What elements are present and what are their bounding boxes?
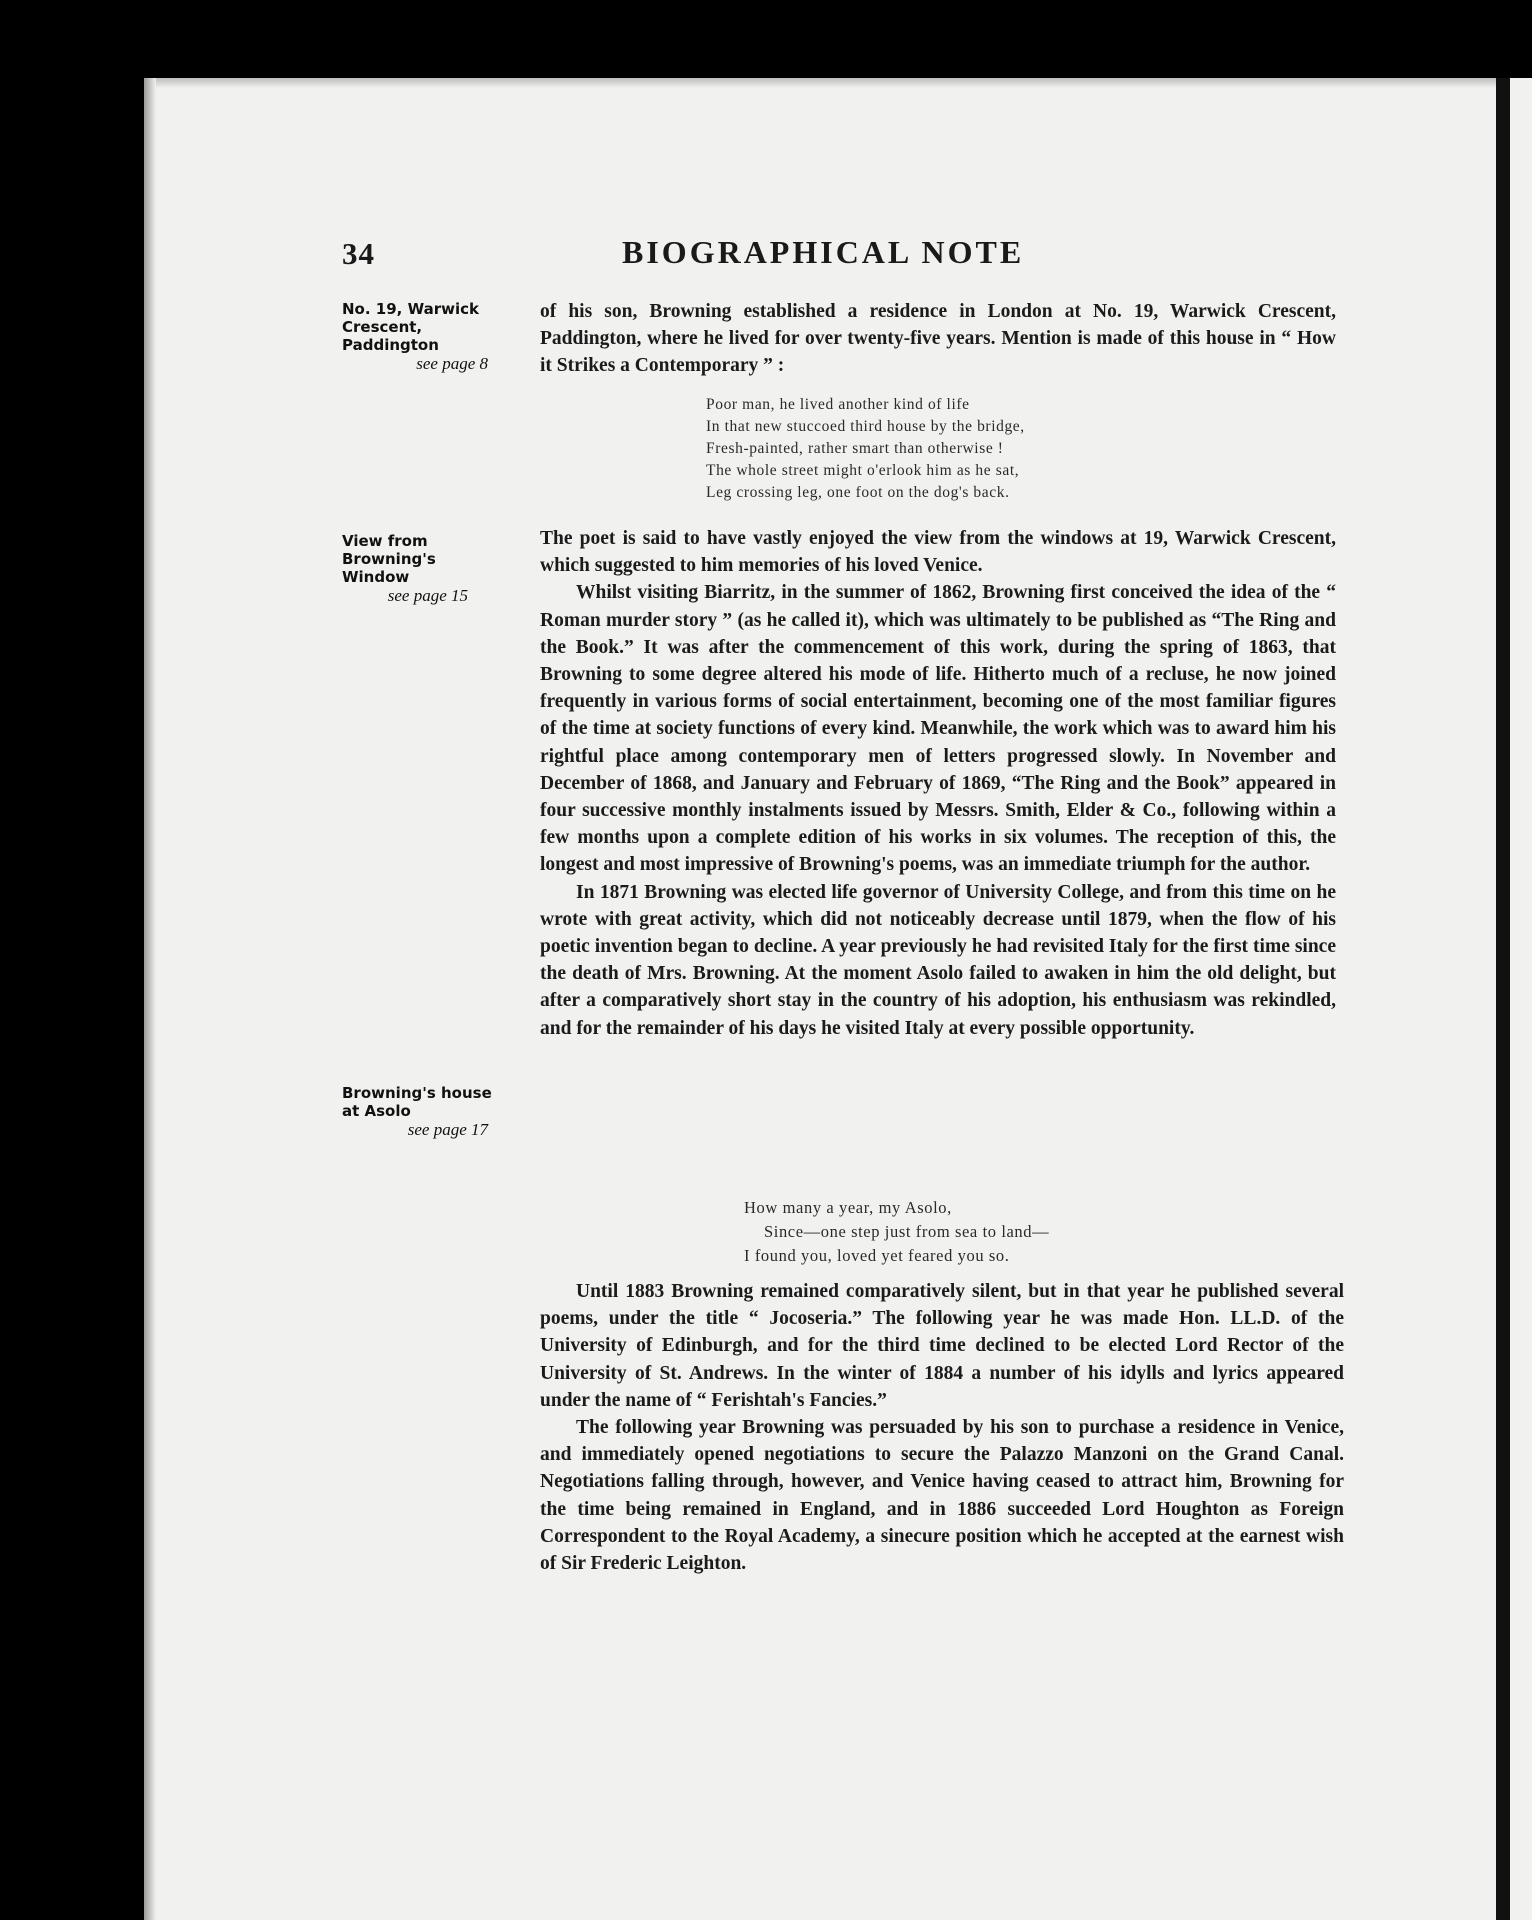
body-text-block-1 xyxy=(540,298,1336,380)
page-top-edge xyxy=(144,78,1496,88)
margin-note-title: View from Browning's Window xyxy=(342,532,436,586)
facing-page-edge xyxy=(1510,78,1532,1920)
verse-line: Since—one step just from sea to land— xyxy=(764,1222,1050,1241)
margin-note-asolo xyxy=(342,1084,492,1139)
paragraph: In 1871 Browning was elected life governor of University College, and from this time on he wrote with great activity, which did not noticeably decrease until 1879, when the flow of his poetic invention began to decline. A year previously he had revisited Italy for the first time since the death of Mrs. Browning. At the moment Asolo failed to awaken in him the old delight, but after a comparatively short stay in the country of his adoption, his enthusiasm was rekindled, and for the remainder of his days he visited Italy at every possible opportunity. xyxy=(540,881,1336,1039)
paragraph: The poet is said to have vastly enjoyed the view from the windows at 19, Warwick Crescent, which suggested to him memories of his loved Venice. xyxy=(540,528,1336,577)
margin-note-ref: see page 8 xyxy=(416,354,488,373)
margin-note-warwick-crescent xyxy=(342,300,492,373)
page-left-shadow xyxy=(144,78,156,1920)
running-head: BIOGRAPHICAL NOTE xyxy=(622,234,1025,270)
margin-note-ref: see page 17 xyxy=(407,1120,488,1139)
verse-line: In that new stuccoed third house by the bridge, xyxy=(706,418,1025,435)
margin-note-ref: see page 15 xyxy=(387,586,468,605)
margin-note-view-window xyxy=(342,532,472,605)
paragraph: Until 1883 Browning remained comparatively silent, but in that year he published several poems, under the title “ Jocoseria.” The following year he was made Hon. LL.D. of the University of Edinburgh, and for the third time declined to be elected Lord Rector of the University of St. Andrews. In the winter of 1884 a number of his idylls and lyrics appeared under the name of “ Ferishtah's Fancies.” xyxy=(540,1281,1344,1411)
verse-line: Poor man, he lived another kind of life xyxy=(706,396,970,413)
verse-line: I found you, loved yet feared you so. xyxy=(744,1246,1010,1265)
body-text-block-3 xyxy=(540,1278,1344,1577)
verse-line: Fresh-painted, rather smart than otherwise ! xyxy=(706,440,1004,457)
paragraph: The following year Browning was persuaded by his son to purchase a residence in Venice, and immediately opened negotiations to secure the Palazzo Manzoni on the Grand Canal. Negotiations falling through, however, and Venice having ceased to attract him, Browning for the time being remained in England, and in 1886 succeeded Lord Houghton as Foreign Correspondent to the Royal Academy, a sinecure position which he accepted at the earnest wish of Sir Frederic Leighton. xyxy=(540,1417,1344,1575)
paragraph: Whilst visiting Biarritz, in the summer of 1862, Browning first conceived the idea of the “ Roman murder story ” (as he called it), which was ultimately to be published as “The Ring and the Book.” It was after the commencement of this work, during the spring of 1863, that Browning to some degree altered his mode of life. Hitherto much of a recluse, he now joined frequently in various forms of social entertainment, becoming one of the most familiar figures of the time at society functions of every kind. Meanwhile, the work which was to award him his rightful place among contemporary men of letters progressed slowly. In November and December of 1868, and January and February of 1869, “The Ring and the Book” appeared in four successive monthly instalments issued by Messrs. Smith, Elder & Co., following within a few months upon a complete edition of his works in six volumes. The reception of this, the longest and most impressive of Browning's poems, was an immediate triumph for the author. xyxy=(540,582,1336,876)
margin-note-title: No. 19, Warwick Crescent, Paddington xyxy=(342,300,479,354)
verse-quote-1 xyxy=(706,394,1025,504)
page-gutter-dark xyxy=(1496,78,1510,1920)
verse-line: The whole street might o'erlook him as he sat, xyxy=(706,462,1020,479)
verse-line: Leg crossing leg, one foot on the dog's back. xyxy=(706,484,1010,501)
body-text-block-2 xyxy=(540,525,1336,1042)
verse-line: How many a year, my Asolo, xyxy=(744,1198,952,1217)
verse-quote-2 xyxy=(744,1196,1049,1268)
paragraph: of his son, Browning established a residence in London at No. 19, Warwick Crescent, Paddington, where he lived for over twenty-five years. Mention is made of this house in “ How it Strikes a Contemporary ” : xyxy=(540,301,1336,377)
margin-note-title: Browning's house at Asolo xyxy=(342,1084,492,1120)
page-number: 34 xyxy=(342,236,375,271)
